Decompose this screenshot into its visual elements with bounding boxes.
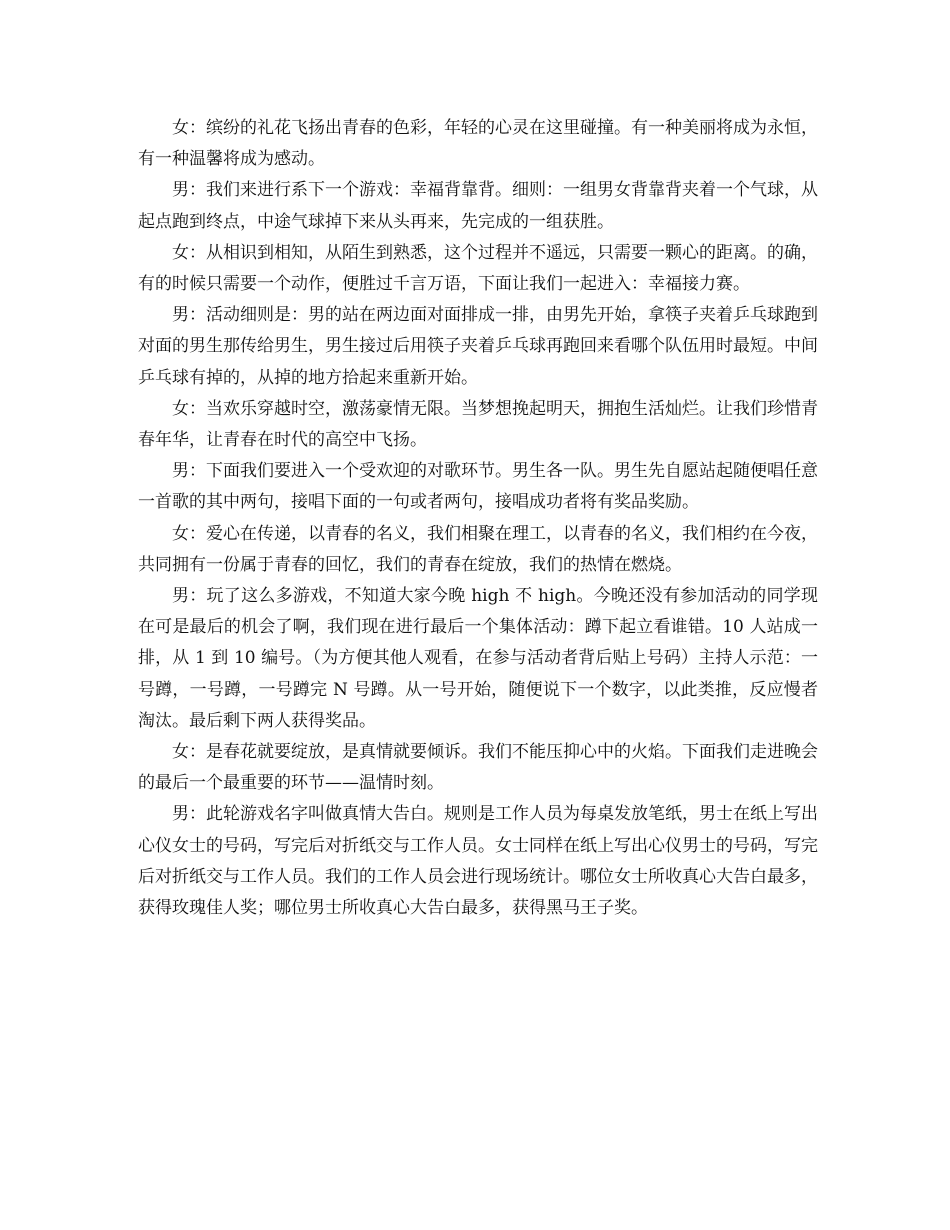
paragraph-10: 男：此轮游戏名字叫做真情大告白。规则是工作人员为每桌发放笔纸，男士在纸上写出心仪女士的号码，写完后对折纸交与工作人员。女士同样在纸上写出心仪男士的号码，写完后对折纸交与工作人员。我们的工作人员会进行现场统计。哪位女士所收真心大告白最多，获得玫瑰佳人奖；哪位男士所收真心大告白最多，获得黑马王子奖。 xyxy=(138,804,818,919)
paragraph-6: 男：下面我们要进入一个受欢迎的对歌环节。男生各一队。男生先自愿站起随便唱任意一首歌的其中两句，接唱下面的一句或者两句，接唱成功者将有奖品奖励。 xyxy=(138,461,818,513)
paragraph-8: 男：玩了这么多游戏，不知道大家今晚 high 不 high。今晚还没有参加活动的同学现在可是最后的机会了啊，我们现在进行最后一个集体活动：蹲下起立看谁错。10 人站成一排，从 1 到 10 编号。（为方便其他人观看，在参与活动者背后贴上号码）主持人示范：一号蹲，一号蹲，一号蹲完 N 号蹲。从一号开始，随便说下一个数字，以此类推，反应慢者淘汰。最后剩下两人获得奖品。 xyxy=(138,586,818,731)
paragraph-9: 女：是春花就要绽放，是真情就要倾诉。我们不能压抑心中的火焰。下面我们走进晚会的最后一个最重要的环节——温情时刻。 xyxy=(138,742,818,794)
paragraph-7: 女：爱心在传递，以青春的名义，我们相聚在理工，以青春的名义，我们相约在今夜，共同拥有一份属于青春的回忆，我们的青春在绽放，我们的热情在燃烧。 xyxy=(138,523,818,575)
paragraph-2: 男：我们来进行系下一个游戏：幸福背靠背。细则：一组男女背靠背夹着一个气球，从起点跑到终点，中途气球掉下来从头再来，先完成的一组获胜。 xyxy=(138,180,818,232)
paragraph-4: 男：活动细则是：男的站在两边面对面排成一排，由男先开始，拿筷子夹着乒乓球跑到对面的男生那传给男生，男生接过后用筷子夹着乒乓球再跑回来看哪个队伍用时最短。中间乒乓球有掉的，从掉的地方拾起来重新开始。 xyxy=(138,305,818,388)
paragraph-5: 女：当欢乐穿越时空，激荡豪情无限。当梦想挽起明天，拥抱生活灿烂。让我们珍惜青春年华，让青春在时代的高空中飞扬。 xyxy=(138,398,818,451)
document-page xyxy=(138,113,818,924)
paragraph-1: 女：缤纷的礼花飞扬出青春的色彩，年轻的心灵在这里碰撞。有一种美丽将成为永恒，有一种温馨将成为感动。 xyxy=(138,118,818,170)
paragraph-3: 女：从相识到相知，从陌生到熟悉，这个过程并不遥远，只需要一颗心的距离。的确，有的时候只需要一个动作，便胜过千言万语，下面让我们一起进入：幸福接力赛。 xyxy=(138,242,818,295)
